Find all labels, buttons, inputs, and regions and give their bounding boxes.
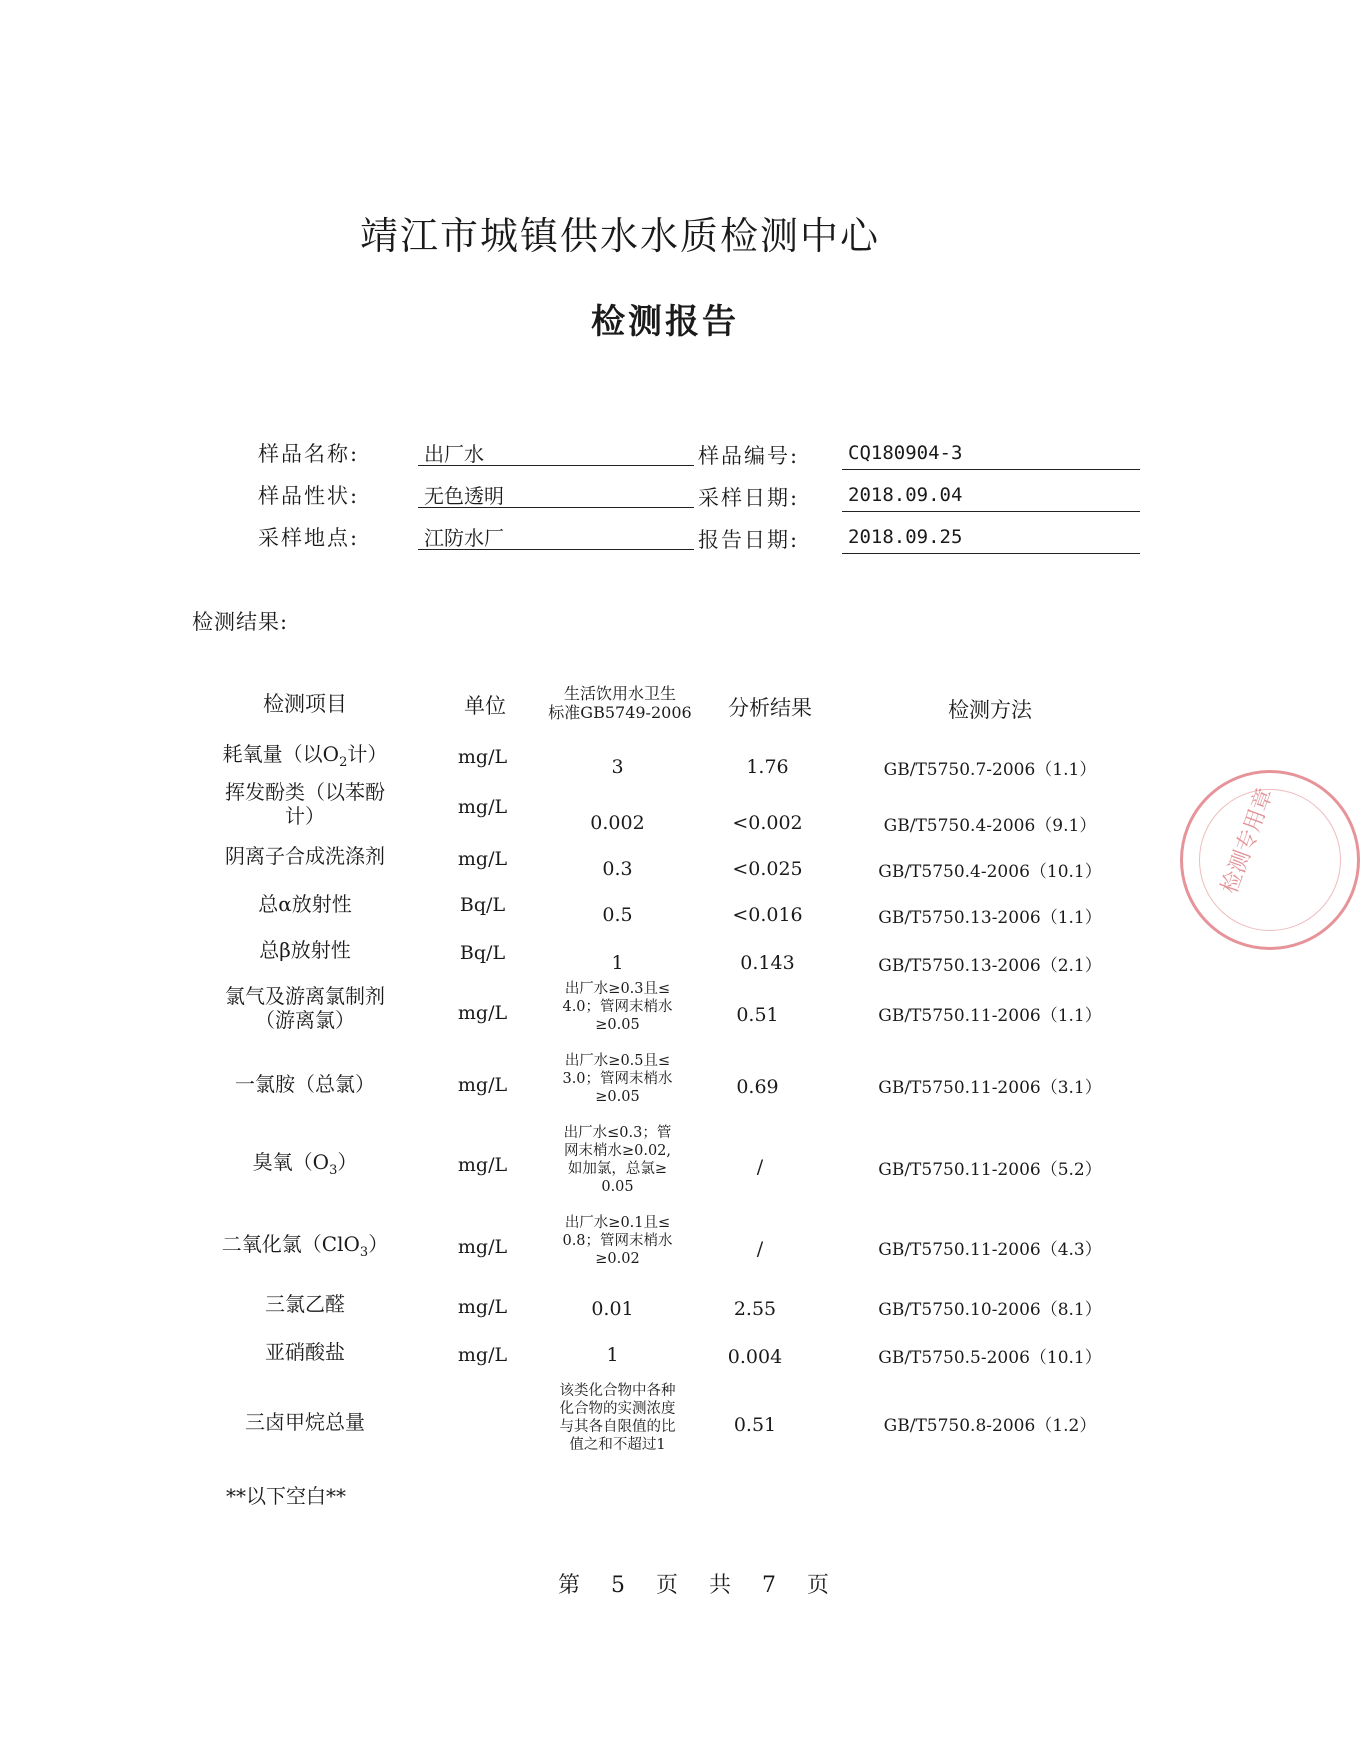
row-2-method: GB/T5750.4-2006（9.1）	[883, 816, 1097, 836]
header-item: 检测项目	[263, 692, 347, 716]
row-7-standard-line1: 出厂水≥0.5且≤	[564, 1053, 671, 1069]
row-7-item: 一氯胺（总氯）	[235, 1072, 375, 1096]
sample-date-label: 采样日期:	[698, 486, 800, 510]
header-method: 检测方法	[948, 698, 1032, 722]
row-1-item-sub: 2	[339, 755, 348, 770]
row-1-item-pre: 耗氧量（以O	[222, 742, 340, 766]
page-mid1: 页	[656, 1573, 679, 1598]
row-5-item: 总β放射性	[259, 938, 351, 962]
row-9-result: /	[756, 1238, 764, 1260]
row-2-unit: mg/L	[457, 796, 508, 818]
row-7-unit: mg/L	[457, 1074, 508, 1096]
sample-location-value: 江防水厂	[418, 522, 694, 550]
header-standard	[530, 684, 710, 722]
row-5-unit: Bq/L	[459, 942, 506, 964]
row-7-standard-line2: 3.0；管网末梢水	[562, 1071, 673, 1088]
row-12-result: 0.51	[733, 1414, 777, 1436]
row-9-item-post: ）	[368, 1232, 389, 1256]
row-8-result: /	[756, 1156, 764, 1178]
row-4-item: 总α放射性	[258, 892, 352, 916]
sample-name-label: 样品名称:	[258, 442, 360, 466]
page-total: 7	[762, 1573, 777, 1598]
row-8-standard-line4: 0.05	[601, 1179, 634, 1196]
row-4-result: <0.016	[732, 904, 803, 926]
sample-location-label: 采样地点:	[258, 526, 360, 550]
row-3-standard: 0.3	[602, 858, 633, 880]
row-5-standard: 1	[611, 952, 624, 974]
row-11-result: 0.004	[727, 1346, 783, 1368]
row-12-standard-line3: 与其各自限值的比	[559, 1419, 676, 1436]
row-4-standard: 0.5	[602, 904, 633, 926]
row-8-standard-line2: 网末梢水≥0.02,	[563, 1143, 672, 1160]
row-1-method: GB/T5750.7-2006（1.1）	[883, 760, 1097, 780]
row-8-method: GB/T5750.11-2006（5.2）	[878, 1160, 1102, 1180]
row-1-result: 1.76	[746, 756, 789, 778]
row-8-standard-line1: 出厂水≤0.3；管	[563, 1125, 672, 1141]
page-mid2: 共	[709, 1573, 732, 1598]
row-6-standard	[530, 980, 705, 1034]
row-3-result: <0.025	[732, 858, 803, 880]
page-current: 5	[611, 1573, 626, 1598]
row-10-method: GB/T5750.10-2006（8.1）	[878, 1300, 1102, 1320]
row-6-item-line2: （游离氯）	[255, 1008, 355, 1032]
row-2-result: <0.002	[732, 812, 803, 834]
row-11-method: GB/T5750.5-2006（10.1）	[878, 1348, 1102, 1368]
row-11-item: 亚硝酸盐	[265, 1340, 345, 1364]
row-10-item: 三氯乙醛	[265, 1292, 345, 1316]
row-9-item-pre: 二氧化氯（ClO	[221, 1232, 360, 1256]
row-6-standard-line2: 4.0；管网末梢水	[562, 999, 673, 1016]
header-unit: 单位	[464, 694, 506, 718]
row-6-method: GB/T5750.11-2006（1.1）	[878, 1006, 1102, 1026]
row-8-item-sub: 3	[329, 1163, 338, 1178]
row-9-standard-line1: 出厂水≥0.1且≤	[564, 1215, 671, 1231]
row-12-standard	[530, 1382, 705, 1455]
row-8-item-post: ）	[337, 1150, 358, 1174]
row-3-item: 阴离子合成洗涤剂	[225, 844, 385, 868]
row-3-unit: mg/L	[457, 848, 508, 870]
row-3-method: GB/T5750.4-2006（10.1）	[878, 862, 1102, 882]
row-12-standard-line2: 化合物的实测浓度	[559, 1401, 676, 1418]
row-6-standard-line1: 出厂水≥0.3且≤	[564, 981, 671, 997]
report-date-value: 2018.09.25	[842, 526, 1140, 554]
row-9-standard	[530, 1214, 705, 1268]
row-5-result: 0.143	[740, 952, 795, 974]
sample-state-label: 样品性状:	[258, 484, 360, 508]
seal-stamp	[1180, 770, 1360, 950]
header-standard-line1: 生活饮用水卫生	[563, 684, 676, 703]
row-11-unit: mg/L	[457, 1344, 508, 1366]
row-1-standard: 3	[611, 756, 624, 778]
page-footer	[552, 1568, 835, 1599]
page-prefix: 第	[558, 1573, 581, 1598]
row-10-unit: mg/L	[457, 1296, 508, 1318]
seal-stamp-text: 检测专用章	[1217, 785, 1279, 898]
header-result: 分析结果	[728, 696, 812, 720]
organization-title: 靖江市城镇供水水质检测中心	[359, 214, 880, 258]
row-9-item-sub: 3	[359, 1245, 369, 1260]
header-standard-line2: 标准GB5749-2006	[548, 703, 692, 723]
row-6-item	[180, 984, 430, 1032]
row-12-standard-line4: 值之和不超过1	[569, 1437, 666, 1454]
row-7-method: GB/T5750.11-2006（3.1）	[878, 1078, 1102, 1098]
row-12-method: GB/T5750.8-2006（1.2）	[883, 1416, 1097, 1436]
sample-name-value: 出厂水	[418, 438, 694, 466]
row-4-method: GB/T5750.13-2006（1.1）	[878, 908, 1102, 928]
row-11-standard: 1	[606, 1344, 619, 1366]
row-9-standard-line2: 0.8；管网末梢水	[562, 1233, 673, 1250]
end-mark: **以下空白**	[226, 1484, 346, 1508]
row-12-item: 三卤甲烷总量	[245, 1410, 365, 1434]
report-date-label: 报告日期:	[698, 528, 800, 552]
sample-code-value: CQ180904-3	[842, 442, 1140, 470]
row-7-standard	[530, 1052, 705, 1106]
page-suffix: 页	[807, 1573, 830, 1598]
sample-date-value: 2018.09.04	[842, 484, 1140, 512]
row-6-item-line1: 氯气及游离氯制剂	[225, 984, 385, 1008]
row-9-unit: mg/L	[457, 1236, 508, 1258]
row-1-item	[170, 742, 440, 771]
row-2-item-line2: 计）	[285, 804, 325, 828]
row-2-standard: 0.002	[590, 812, 645, 834]
row-1-item-post: 计）	[347, 742, 388, 766]
sample-state-value: 无色透明	[418, 480, 694, 508]
row-2-item-line1: 挥发酚类（以苯酚	[225, 780, 385, 804]
row-8-item	[170, 1150, 440, 1179]
row-7-result: 0.69	[736, 1076, 779, 1098]
results-label: 检测结果:	[192, 610, 289, 634]
row-9-item	[170, 1232, 440, 1261]
row-7-standard-line3: ≥0.05	[595, 1089, 640, 1106]
row-6-standard-line3: ≥0.05	[595, 1017, 640, 1034]
row-12-standard-line1: 该类化合物中各种	[559, 1383, 676, 1399]
row-8-standard	[530, 1124, 705, 1197]
report-title: 检测报告	[591, 302, 739, 342]
sample-code-label: 样品编号:	[698, 444, 800, 468]
row-5-method: GB/T5750.13-2006（2.1）	[878, 956, 1102, 976]
row-8-item-pre: 臭氧（O	[252, 1150, 330, 1174]
row-6-unit: mg/L	[457, 1002, 508, 1024]
row-9-standard-line3: ≥0.02	[595, 1251, 640, 1268]
row-4-unit: Bq/L	[459, 894, 506, 916]
row-9-method: GB/T5750.11-2006（4.3）	[878, 1240, 1102, 1260]
row-10-standard: 0.01	[591, 1298, 634, 1320]
row-2-item	[190, 780, 420, 828]
row-1-unit: mg/L	[457, 746, 508, 768]
row-6-result: 0.51	[736, 1004, 779, 1026]
row-8-unit: mg/L	[457, 1154, 508, 1176]
row-8-standard-line3: 如加氯，总氯≥	[567, 1161, 668, 1178]
row-10-result: 2.55	[733, 1298, 777, 1320]
